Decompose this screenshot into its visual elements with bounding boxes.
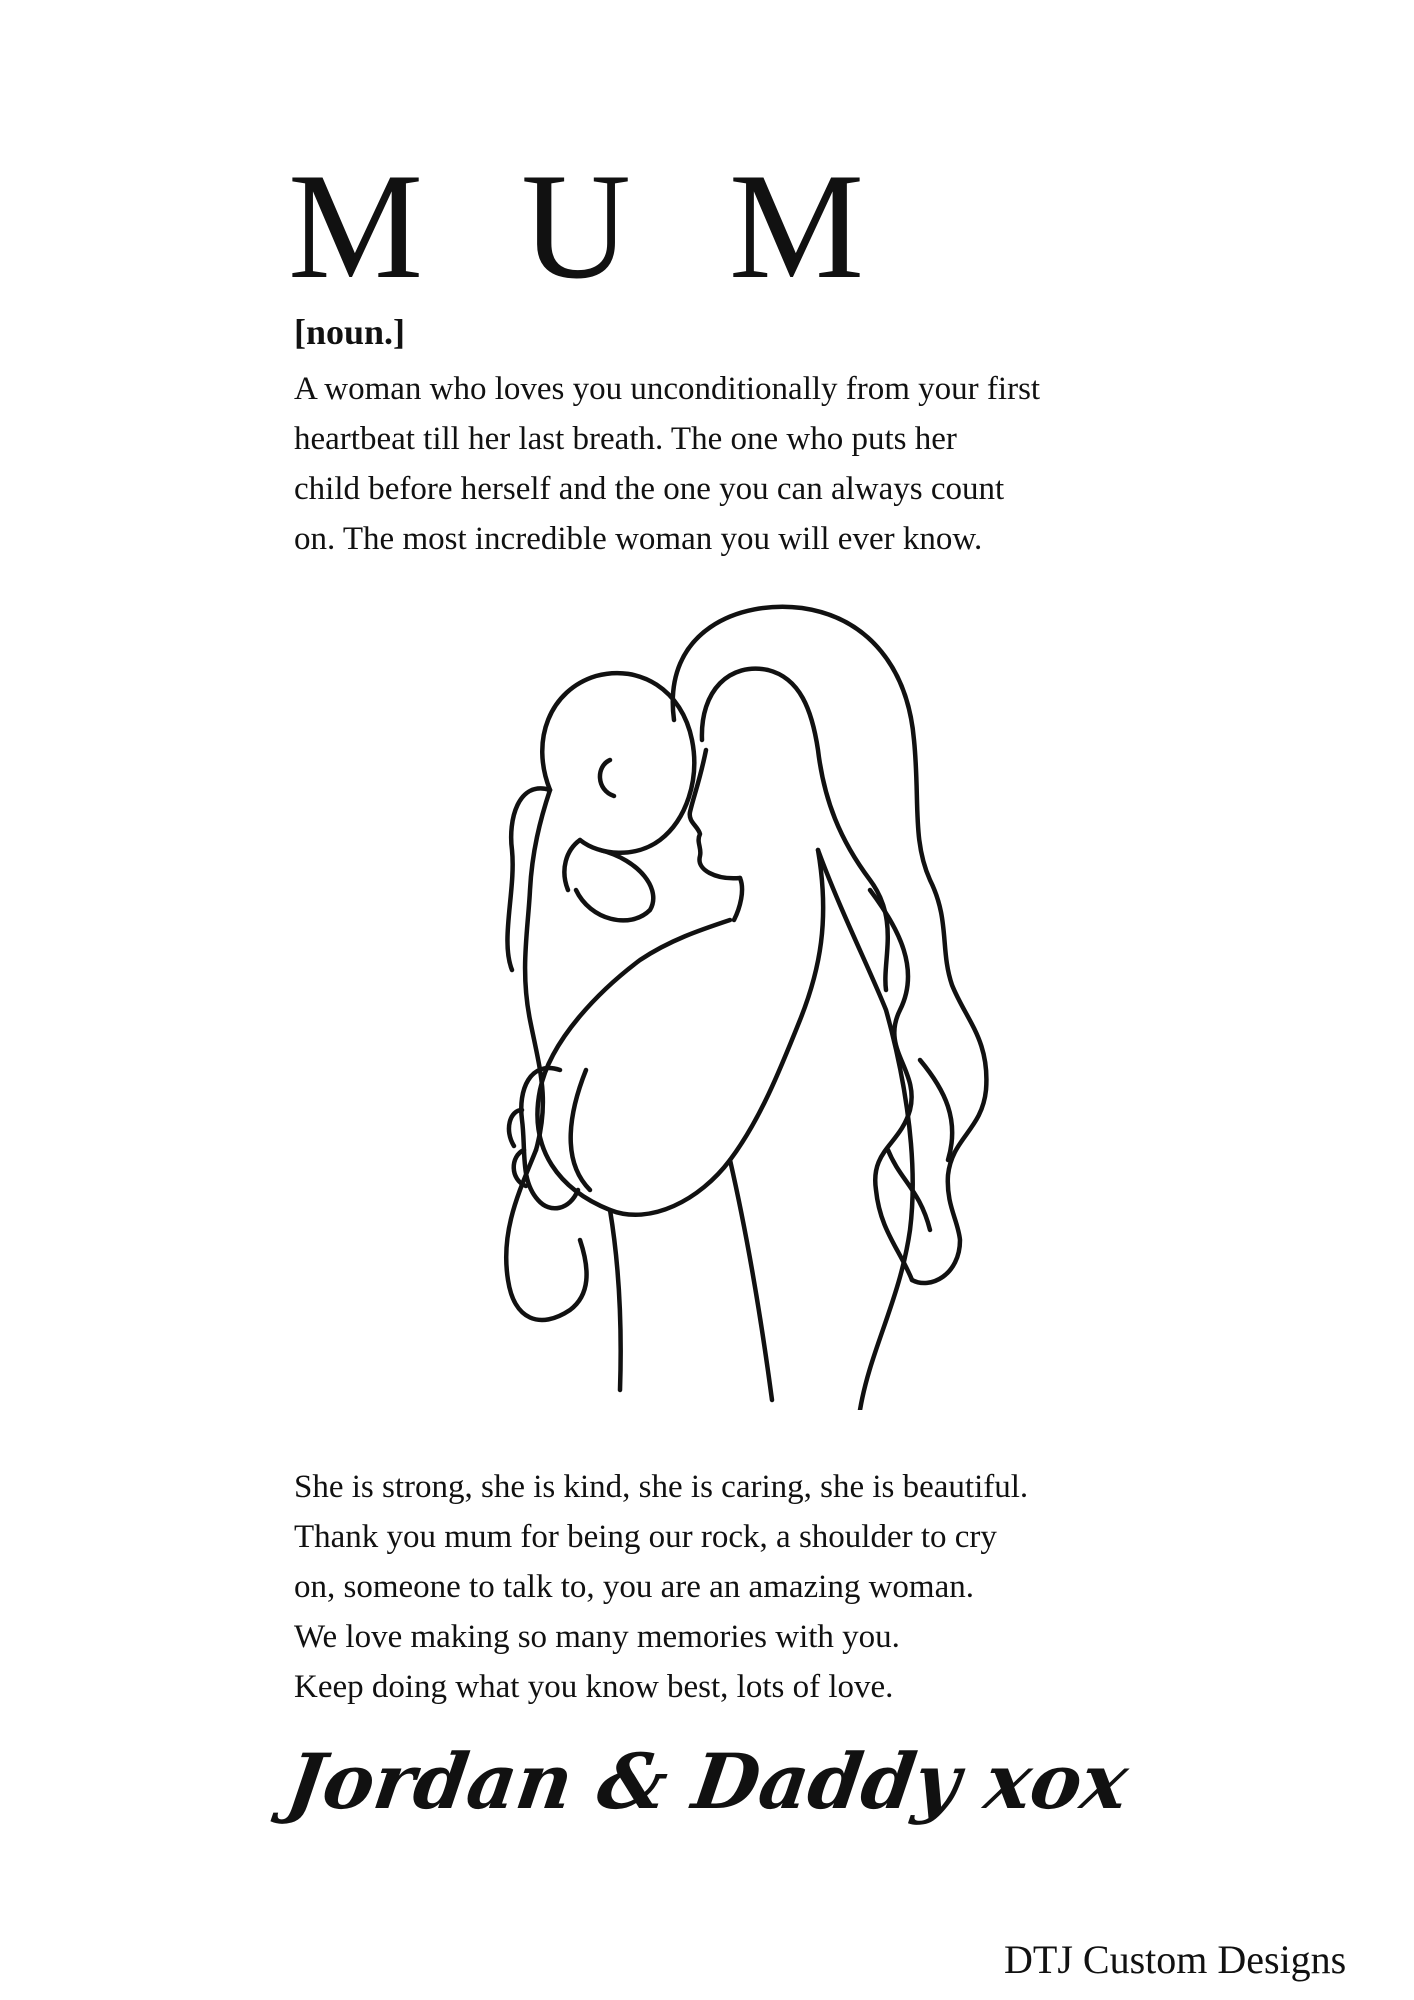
mother-face [690, 750, 740, 878]
definition-line: on. The most incredible woman you will ever know. [294, 521, 983, 557]
definition-line: heartbeat till her last breath. The one who puts her [294, 421, 957, 457]
message-line: Keep doing what you know best, lots of love. [294, 1669, 894, 1705]
baby-head [542, 673, 694, 853]
baby-face [564, 840, 580, 890]
baby-leg [506, 1150, 586, 1320]
mother-torso [610, 1210, 621, 1390]
mother-arm [537, 850, 823, 1215]
baby-ear [600, 760, 614, 796]
hair-wave [888, 1150, 930, 1230]
part-of-speech: [noun.] [294, 312, 406, 352]
message-line: on, someone to talk to, you are an amazing woman. [294, 1569, 974, 1605]
definition-line: A woman who loves you unconditionally from your first [294, 371, 1041, 407]
baby-arm [576, 850, 653, 920]
page-title: M U M [288, 142, 895, 310]
message-text [294, 1462, 1194, 1712]
hair-outline [673, 607, 987, 1283]
mother-holding-baby-line-art-icon [400, 590, 1020, 1410]
definition-text [294, 364, 1174, 564]
hair-wave [870, 890, 912, 1280]
hair-inner-line [702, 669, 888, 990]
definition-line: child before herself and the one you can always count [294, 471, 1005, 507]
message-line: We love making so many memories with you. [294, 1619, 900, 1655]
mother-neck [734, 878, 742, 920]
message-line: She is strong, she is kind, she is caring, she is beautiful. [294, 1469, 1029, 1505]
message-line: Thank you mum for being our rock, a shoulder to cry [294, 1519, 997, 1555]
mother-arm [571, 1070, 590, 1190]
mother-torso [730, 1160, 772, 1400]
brand-credit: DTJ Custom Designs [1004, 1937, 1347, 1982]
hair-wave [920, 1060, 952, 1160]
signature: Jordan & Daddy xox [281, 1737, 1134, 1826]
